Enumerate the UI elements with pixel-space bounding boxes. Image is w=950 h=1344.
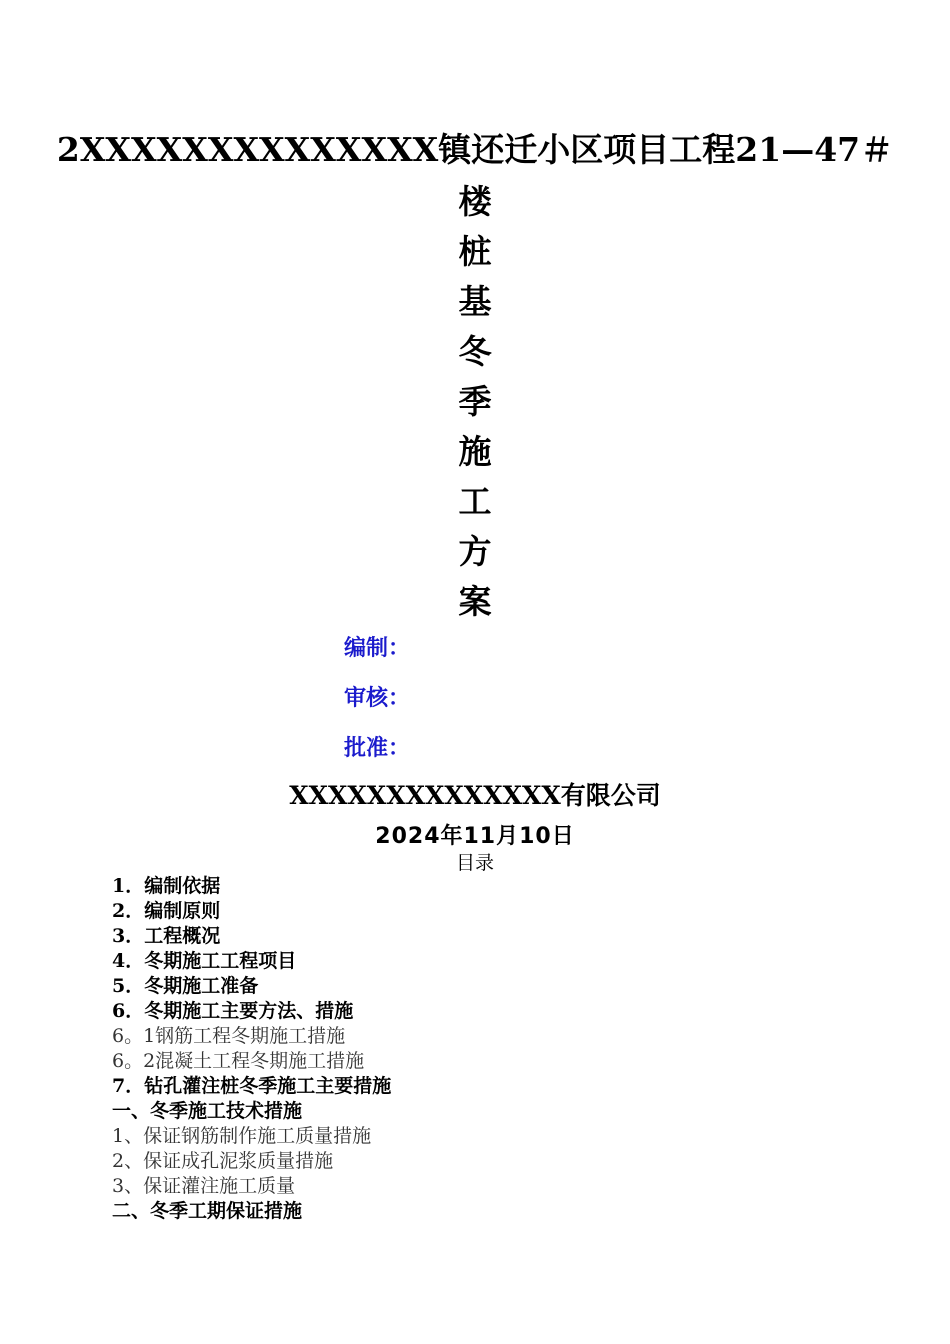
- toc-item[interactable]: 6。1钢筋工程冬期施工措施: [112, 1025, 346, 1047]
- toc-item[interactable]: 7．钻孔灌注桩冬季施工主要措施: [112, 1075, 392, 1097]
- toc-item[interactable]: 6。2混凝土工程冬期施工措施: [112, 1050, 365, 1072]
- title-char: 楼: [458, 182, 492, 221]
- toc-item[interactable]: 3、保证灌注施工质量: [112, 1175, 296, 1197]
- toc-item[interactable]: 1．编制依据: [112, 875, 221, 897]
- toc-item[interactable]: 3．工程概况: [112, 925, 221, 947]
- reviewed-by-label: 审核：: [344, 685, 411, 711]
- title-char: 案: [458, 582, 492, 621]
- title-char: 季: [458, 382, 492, 421]
- table-of-contents: [112, 874, 391, 1224]
- approved-by-label: 批准：: [344, 735, 411, 761]
- sign-off-block: [344, 628, 410, 778]
- title-char: 基: [458, 282, 492, 321]
- toc-item[interactable]: 二、冬季工期保证措施: [112, 1200, 303, 1222]
- title-char: 工: [458, 482, 492, 521]
- title-char: 方: [458, 532, 492, 571]
- toc-heading: 目录: [455, 852, 494, 874]
- toc-item[interactable]: 一、冬季施工技术措施: [112, 1100, 303, 1122]
- title-char: 桩: [458, 232, 492, 271]
- document-title-line: 2XXXXXXXXXXXXXX镇还迁小区项目工程21—47＃: [56, 130, 894, 169]
- toc-item[interactable]: 4．冬期施工工程项目: [112, 950, 297, 972]
- toc-item[interactable]: 5．冬期施工准备: [112, 975, 259, 997]
- document-title-vertical: [0, 177, 950, 627]
- document-date: 2024年11月10日: [375, 824, 575, 849]
- company-name: XXXXXXXXXXXXXX有限公司: [289, 781, 661, 810]
- toc-item[interactable]: 2．编制原则: [112, 900, 221, 922]
- prepared-by-label: 编制：: [344, 635, 411, 661]
- title-char: 施: [458, 432, 492, 471]
- title-char: 冬: [458, 332, 492, 371]
- toc-item[interactable]: 6．冬期施工主要方法、措施: [112, 1000, 354, 1022]
- toc-item[interactable]: 1、保证钢筋制作施工质量措施: [112, 1125, 372, 1147]
- toc-item[interactable]: 2、保证成孔泥浆质量措施: [112, 1150, 334, 1172]
